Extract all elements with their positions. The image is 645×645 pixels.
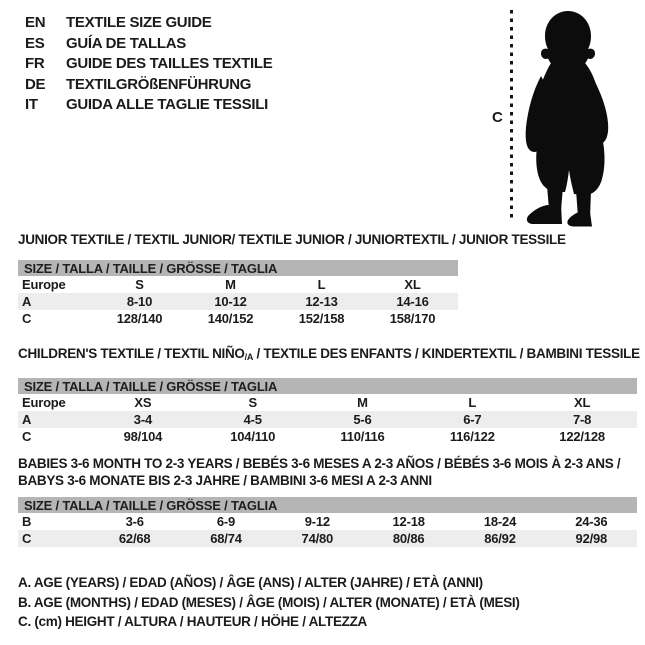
measure-legend [18, 573, 520, 632]
height-cell: 158/170 [389, 311, 436, 326]
guide-title-de: TEXTILGRÖßENFÜHRUNG [66, 75, 252, 93]
row-label: A [18, 293, 94, 310]
height-measure-dashed-line [510, 10, 513, 222]
size-cell: XL [404, 277, 421, 292]
size-cell: XS [134, 395, 152, 410]
age-cell: 12-13 [276, 293, 367, 310]
size-cell: S [248, 395, 257, 410]
title-text: CHILDREN'S TEXTILE / TEXTIL NIÑO [18, 346, 245, 361]
europe-row [18, 276, 458, 293]
height-cell: 152/158 [298, 311, 345, 326]
height-cell: 116/122 [449, 429, 495, 444]
language-row-fr [25, 54, 272, 75]
row-label: Europe [22, 277, 66, 292]
age-cell: 5-6 [308, 411, 418, 428]
age-cell: 18-24 [483, 514, 517, 529]
size-header-label: SIZE / TALLA / TAILLE / GRÖSSE / TAGLIA [18, 260, 458, 276]
age-cell: 3-6 [125, 514, 144, 529]
size-header-row [18, 497, 637, 513]
junior-size-table [18, 260, 458, 327]
row-label: Europe [22, 395, 66, 410]
language-code: IT [25, 96, 38, 113]
row-label: C [18, 530, 89, 547]
children-textile-section [18, 345, 640, 445]
size-cell: L [468, 395, 477, 410]
height-row [18, 428, 637, 445]
size-cell: M [357, 395, 368, 410]
language-code: FR [25, 55, 45, 72]
age-cell: 9-12 [304, 514, 330, 529]
height-cell: 140/152 [207, 311, 254, 326]
guide-title-es: GUÍA DE TALLAS [66, 34, 186, 52]
language-row-es [25, 34, 272, 55]
legend-line-c: C. (cm) HEIGHT / ALTURA / HAUTEUR / HÖHE / ALTEZZA [18, 614, 367, 629]
title-text: / TEXTILE DES ENFANTS / KINDERTEXTIL / BAMBINI TESSILE [253, 346, 640, 361]
height-cell: 74/80 [272, 530, 363, 547]
language-code: DE [25, 75, 46, 93]
children-size-table [18, 378, 637, 445]
age-cell: 8-10 [94, 293, 185, 310]
height-cell: 128/140 [116, 311, 163, 326]
row-label: C [22, 429, 32, 444]
title-line-1: BABIES 3-6 MONTH TO 2-3 YEARS / BEBÉS 3-6 MESES A 2-3 AÑOS / BÉBÉS 3-6 MOIS À 2-3 ANS / [18, 456, 621, 471]
size-header-row [18, 378, 637, 394]
babies-table-title [18, 455, 637, 489]
size-cell: M [225, 277, 236, 292]
guide-title-en: TEXTILE SIZE GUIDE [66, 14, 212, 31]
row-label: B [22, 514, 32, 529]
size-cell: L [317, 277, 326, 292]
size-cell: S [135, 277, 144, 292]
size-header-row [18, 260, 458, 276]
age-cell: 3-4 [88, 411, 198, 428]
europe-row [18, 394, 637, 411]
age-cell: 12-18 [392, 514, 425, 529]
age-cell: 10-12 [185, 293, 276, 310]
language-row-en [25, 13, 272, 34]
legend-line-b: B. AGE (MONTHS) / EDAD (MESES) / ÂGE (MOIS) / ALTER (MONATE) / ETÀ (MESI) [18, 594, 520, 610]
height-row [18, 530, 637, 547]
height-cell: 86/92 [454, 530, 545, 547]
guide-title-it: GUIDA ALLE TAGLIE TESSILI [66, 96, 268, 113]
babies-size-table [18, 497, 637, 547]
height-row [18, 310, 458, 327]
height-cell: 62/68 [89, 530, 180, 547]
junior-textile-section [18, 231, 566, 327]
row-label: C [22, 311, 32, 326]
height-measure-label: C [492, 109, 503, 126]
row-label: A [18, 411, 88, 428]
height-cell: 80/86 [363, 530, 454, 547]
toddler-silhouette-icon [520, 8, 616, 228]
size-cell: XL [573, 395, 591, 410]
language-row-it [25, 95, 272, 116]
size-header-label: SIZE / TALLA / TAILLE / GRÖSSE / TAGLIA [18, 378, 637, 394]
age-cell: 6-9 [216, 514, 236, 529]
age-cell: 24-36 [575, 514, 608, 529]
height-cell: 92/98 [546, 530, 637, 547]
language-row-de [25, 75, 272, 96]
age-cell: 4-5 [198, 411, 308, 428]
age-months-row [18, 513, 637, 530]
language-code: EN [25, 14, 46, 31]
language-guide-block [25, 13, 272, 116]
babies-textile-section [18, 455, 637, 547]
age-row [18, 293, 458, 310]
height-cell: 110/116 [340, 429, 385, 444]
height-cell: 98/104 [123, 429, 163, 444]
children-table-title [18, 345, 640, 366]
age-row [18, 411, 637, 428]
title-subscript: /A [244, 352, 254, 362]
guide-title-fr: GUIDE DES TAILLES TEXTILE [66, 55, 273, 72]
legend-line-a: A. AGE (YEARS) / EDAD (AÑOS) / ÂGE (ANS) / ALTER (JAHRE) / ETÀ (ANNI) [18, 575, 483, 590]
age-cell: 14-16 [367, 293, 458, 310]
junior-table-title: JUNIOR TEXTILE / TEXTIL JUNIOR/ TEXTILE JUNIOR / JUNIORTEXTIL / JUNIOR TESSILE [18, 232, 566, 247]
height-cell: 122/128 [559, 429, 605, 444]
title-line-2: BABYS 3-6 MONATE BIS 2-3 JAHRE / BAMBINI 3-6 MESI A 2-3 ANNI [18, 473, 432, 488]
height-cell: 68/74 [180, 530, 271, 547]
language-code: ES [25, 34, 45, 52]
size-header-label: SIZE / TALLA / TAILLE / GRÖSSE / TAGLIA [18, 497, 637, 513]
age-cell: 6-7 [417, 411, 527, 428]
age-cell: 7-8 [527, 411, 637, 428]
height-cell: 104/110 [230, 429, 276, 444]
